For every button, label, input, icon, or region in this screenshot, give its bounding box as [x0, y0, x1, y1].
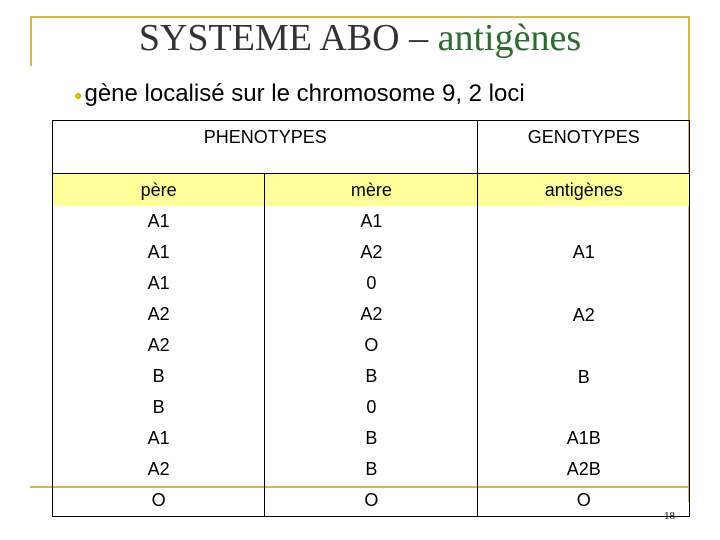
- father-cell: B: [53, 361, 265, 392]
- column-header-antigens: antigènes: [478, 174, 690, 207]
- table-row: [53, 485, 690, 517]
- column-header-mother: mère: [265, 174, 478, 207]
- father-cell: A2: [53, 330, 265, 361]
- mother-cell: B: [265, 361, 478, 392]
- bullet-text: gène localisé sur le chromosome 9, 2 loci: [84, 80, 525, 107]
- father-cell: A2: [53, 299, 265, 330]
- title-main: SYSTEME ABO –: [138, 17, 438, 59]
- antigen-cell: B: [478, 361, 690, 423]
- table-row: [53, 299, 690, 330]
- page-number: 18: [664, 510, 675, 522]
- table-row: [53, 423, 690, 454]
- father-cell: B: [53, 392, 265, 423]
- antigen-cell: A2B: [478, 454, 690, 485]
- mother-cell: 0: [265, 268, 478, 299]
- mother-cell: B: [265, 454, 478, 485]
- antigen-cell: A2: [478, 299, 690, 361]
- group-header-row: [53, 121, 690, 174]
- mother-cell: O: [265, 330, 478, 361]
- mother-cell: O: [265, 485, 478, 517]
- title-accent: antigènes: [437, 17, 582, 59]
- antigen-cell: O: [478, 485, 690, 517]
- genotypes-header: GENOTYPES: [478, 121, 690, 174]
- table-row: [53, 206, 690, 237]
- father-cell: A1: [53, 268, 265, 299]
- antigen-cell: A1: [478, 206, 690, 299]
- father-cell: A2: [53, 454, 265, 485]
- father-cell: A1: [53, 237, 265, 268]
- antigen-cell: A1B: [478, 423, 690, 454]
- mother-cell: A2: [265, 299, 478, 330]
- column-header-father: père: [53, 174, 265, 207]
- mother-cell: B: [265, 423, 478, 454]
- column-header-row: [53, 174, 690, 207]
- mother-cell: A1: [265, 206, 478, 237]
- phenotypes-header: PHENOTYPES: [53, 121, 478, 174]
- abo-table: [52, 120, 690, 517]
- mother-cell: 0: [265, 392, 478, 423]
- father-cell: O: [53, 485, 265, 517]
- bullet-icon: ●: [74, 86, 83, 103]
- father-cell: A1: [53, 423, 265, 454]
- table-row: [53, 361, 690, 392]
- table-row: [53, 454, 690, 485]
- mother-cell: A2: [265, 237, 478, 268]
- father-cell: A1: [53, 206, 265, 237]
- bullet-item: [74, 80, 525, 108]
- slide-title: [0, 16, 720, 60]
